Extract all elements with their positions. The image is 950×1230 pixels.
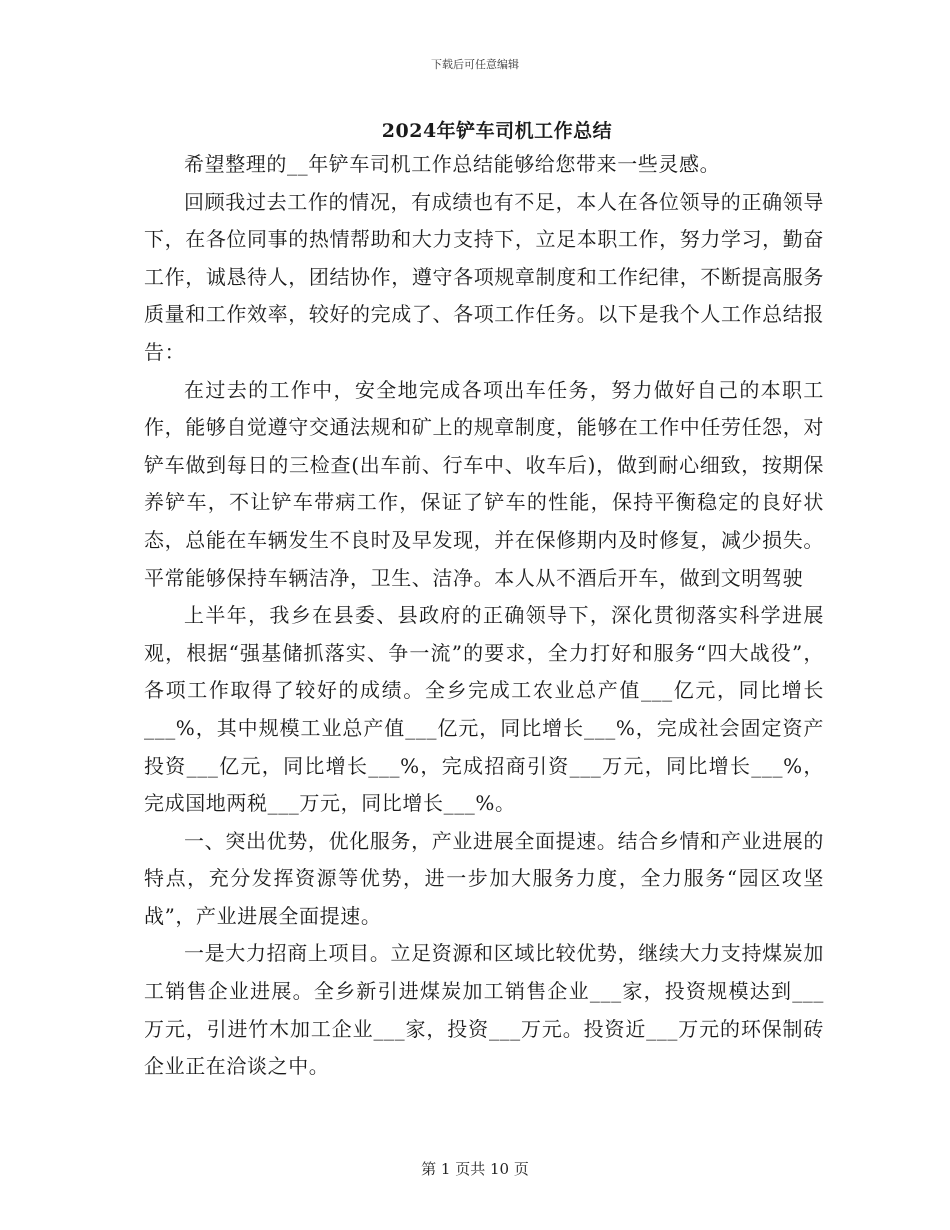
paragraph-half-year: 上半年，我乡在县委、县政府的正确领导下，深化贯彻落实科学进展观，根据“强基储抓落实、争一流”的要求，全力打好和服务“四大战役”，各项工作取得了较好的成绩。全乡完成工农业总产值___亿元，同比增长___%，其中规模工业总产值___亿元，同比增长___%，完成社会固定资产投资___亿元，同比增长___%，完成招商引资___万元，同比增长___%，完成国地两税___万元，同比增长___%。 [144,603,824,816]
document-body [144,146,824,1086]
paragraph-review: 回顾我过去工作的情况，有成绩也有不足，本人在各位领导的正确领导下，在各位同事的热情帮助和大力支持下，立足本职工作，努力学习，勤奋工作，诚恳待人，团结协作，遵守各项规章制度和工作纪律，不断提高服务质量和工作效率，较好的完成了、各项工作任务。以下是我个人工作总结报告： [144,189,824,364]
document-title: 2024年铲车司机工作总结 [381,120,613,142]
paragraph-work-duties: 在过去的工作中，安全地完成各项出车任务，努力做好自己的本职工作，能够自觉遵守交通法规和矿上的规章制度，能够在工作中任劳任怨，对铲车做到每日的三检查(出车前、行车中、收车后)，做到耐心细致，按期保养铲车，不让铲车带病工作，保证了铲车的性能，保持平衡稳定的良好状态，总能在车辆发生不良时及早发现，并在保修期内及时修复，减少损失。平常能够保持车辆洁净，卫生、洁净。本人从不酒后开车，做到文明驾驶 [144,377,824,590]
download-note: 下载后可任意编辑 [431,58,519,71]
paragraph-intro: 希望整理的__年铲车司机工作总结能够给您带来一些灵感。 [184,152,721,176]
paragraph-section-one: 一、突出优势，优化服务，产业进展全面提速。结合乡情和产业进展的特点，充分发挥资源等优势，进一步加大服务力度，全力服务“园区攻坚战”，产业进展全面提速。 [144,828,824,928]
paragraph-investment: 一是大力招商上项目。立足资源和区域比较优势，继续大力支持煤炭加工销售企业进展。全乡新引进煤炭加工销售企业___家，投资规模达到___万元，引进竹木加工企业___家，投资___万元。投资近___万元的环保制砖企业正在洽谈之中。 [144,941,824,1079]
page-number: 第 1 页共 10 页 [421,1160,529,1178]
